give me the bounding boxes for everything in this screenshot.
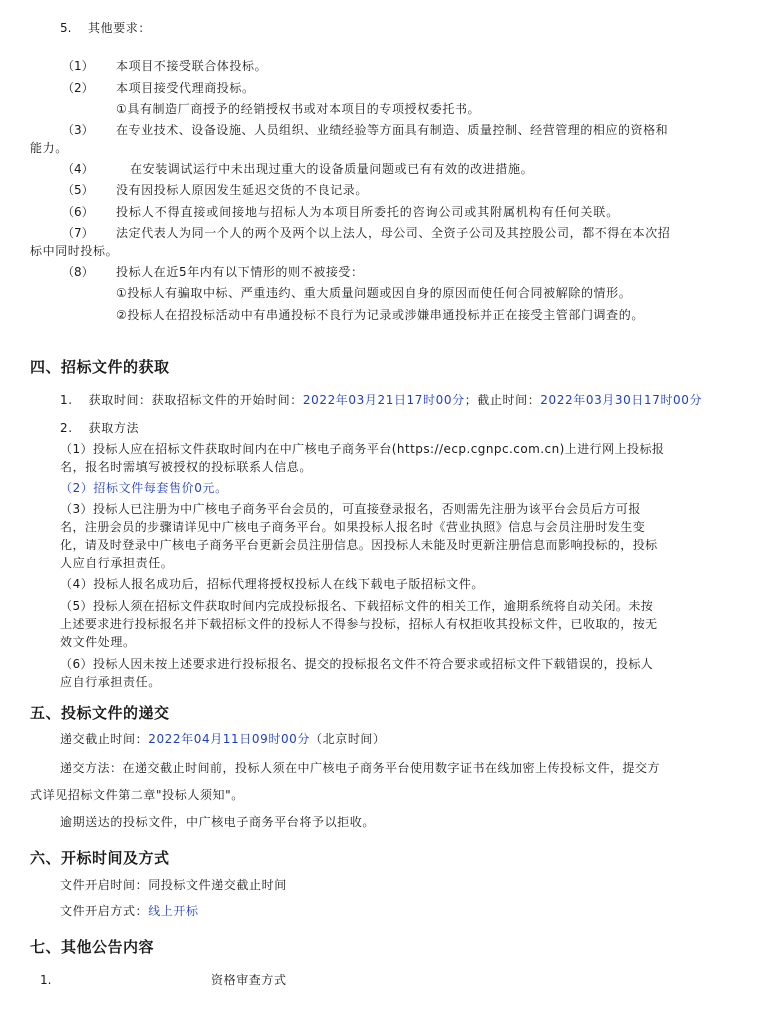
- method-6-line1: （6）投标人因未按上述要求进行投标报名、提交的投标报名文件不符合要求或招标文件下载错误的，投标人: [60, 657, 654, 671]
- method-3-line4: 人应自行承担责任。: [60, 556, 174, 570]
- item-2-sub: ①具有制造厂商授予的经销授权书或对本项目的专项授权委托书。: [116, 102, 481, 116]
- other-item-text: 资格审查方式: [211, 973, 287, 987]
- item-6-text: 投标人不得直接或间接地与招标人为本项目所委托的咨询公司或其附属机构有任何关联。: [116, 205, 620, 219]
- method-5-line1: （5）投标人须在招标文件获取时间内完成投标报名、下载招标文件的相关工作，逾期系统将自动关闭。未按: [60, 599, 654, 613]
- item-2-number: （2）: [62, 81, 94, 95]
- opening-mode-line: [60, 903, 199, 919]
- submit-deadline-time: 2022年04月11日09时00分: [148, 732, 311, 746]
- submit-deadline-label: 递交截止时间：: [60, 732, 149, 746]
- item-4-number: （4）: [62, 162, 94, 176]
- method-3-line2: 名，注册会员的步骤请详见中广核电子商务平台。如果投标人报名时《营业执照》信息与会员注册时发生变: [60, 520, 646, 534]
- item-2-text: 本项目接受代理商投标。: [116, 81, 255, 95]
- item-6-number: （6）: [62, 205, 94, 219]
- submit-deadline-note: （北京时间）: [310, 732, 386, 746]
- method-4-text: （4）投标人报名成功后，招标代理将授权投标人在线下载电子版招标文件。: [60, 577, 485, 591]
- item-1-text: 本项目不接受联合体投标。: [116, 59, 268, 73]
- section-4-heading: 四、招标文件的获取: [30, 358, 170, 376]
- item-7-text-line1: 法定代表人为同一个人的两个及两个以上法人，母公司、全资子公司及其控股公司，都不得在本次招: [116, 226, 671, 240]
- item-8-number: （8）: [62, 265, 94, 279]
- method-1-line2: 名，报名时需填写被授权的投标联系人信息。: [60, 460, 313, 474]
- method-1-line1: （1）投标人应在招标文件获取时间内在中广核电子商务平台(https://ecp.cgnpc.com.cn)上进行网上投标报: [60, 442, 665, 456]
- method-6-line2: 应自行承担责任。: [60, 675, 161, 689]
- item-7-text-line2: 标中同时投标。: [30, 244, 119, 258]
- acquire-time-number: 1.: [60, 393, 73, 407]
- section-7-heading: 七、其他公告内容: [30, 938, 155, 956]
- acquire-method-number: 2.: [60, 421, 73, 435]
- acquire-start-time: 2022年03月21日17时00分: [302, 393, 465, 407]
- acquire-end-time: 2022年03月30日17时00分: [540, 393, 703, 407]
- item-4-text: 在安装调试运行中未出现过重大的设备质量问题或已有有效的改进措施。: [130, 162, 534, 176]
- method-5-line3: 效文件处理。: [60, 635, 136, 649]
- item-8-sub-1: ①投标人有骗取中标、严重违约、重大质量问题或因自身的原因而使任何合同被解除的情形。: [116, 286, 632, 300]
- acquire-time-line: [60, 392, 702, 408]
- item-3-number: （3）: [62, 123, 94, 137]
- method-3-line3: 化，请及时登录中广核电子商务平台更新会员注册信息。因投标人未能及时更新注册信息而影响投标的，投标: [60, 538, 658, 552]
- section-5-number: 5.: [60, 21, 72, 35]
- acquire-time-label: 获取时间：获取招标文件的开始时间：: [88, 393, 303, 407]
- submit-deadline-line: [60, 731, 386, 747]
- item-3-text-line1: 在专业技术、设备设施、人员组织、业绩经验等方面具有制造、质量控制、经营管理的相应的资格和: [116, 123, 669, 137]
- item-1-number: （1）: [62, 59, 94, 73]
- late-submission-note: 逾期送达的投标文件，中广核电子商务平台将予以拒收。: [60, 815, 376, 829]
- opening-mode-value: 线上开标: [148, 904, 199, 918]
- opening-mode-label: 文件开启方式：: [60, 904, 149, 918]
- submit-method-line2: 式详见招标文件第二章"投标人须知"。: [30, 788, 244, 802]
- method-3-line1: （3）投标人已注册为中广核电子商务平台会员的，可直接登录报名，否则需先注册为该平台会员后方可报: [60, 502, 641, 516]
- item-8-text: 投标人在近5年内有以下情形的则不被接受：: [116, 265, 364, 279]
- section-5-title: 其他要求：: [88, 21, 152, 35]
- item-5-text: 没有因投标人原因发生延迟交货的不良记录。: [116, 183, 369, 197]
- other-item-number: 1.: [40, 973, 52, 987]
- acquire-time-separator: ；截止时间：: [464, 393, 541, 407]
- item-5-number: （5）: [62, 183, 94, 197]
- section-6-heading: 六、开标时间及方式: [30, 849, 170, 867]
- section-5-heading: 五、投标文件的递交: [30, 704, 170, 722]
- submit-method-line1: 递交方法：在递交截止时间前，投标人须在中广核电子商务平台使用数字证书在线加密上传投标文件，提交方: [60, 761, 661, 775]
- item-8-sub-2: ②投标人在招投标活动中有串通投标不良行为记录或涉嫌串通投标并正在接受主管部门调查的。: [116, 308, 644, 322]
- method-5-line2: 上述要求进行投标报名并下载招标文件的投标人不得参与投标，招标人有权拒收其投标文件，已收取的，按无: [60, 617, 658, 631]
- acquire-method-line: [60, 420, 139, 436]
- opening-time: 文件开启时间：同投标文件递交截止时间: [60, 878, 287, 892]
- item-3-text-line2: 能力。: [30, 141, 68, 155]
- item-7-number: （7）: [62, 226, 94, 240]
- acquire-method-label: 获取方法: [88, 421, 140, 435]
- method-2-price: （2）招标文件每套售价0元。: [60, 481, 228, 495]
